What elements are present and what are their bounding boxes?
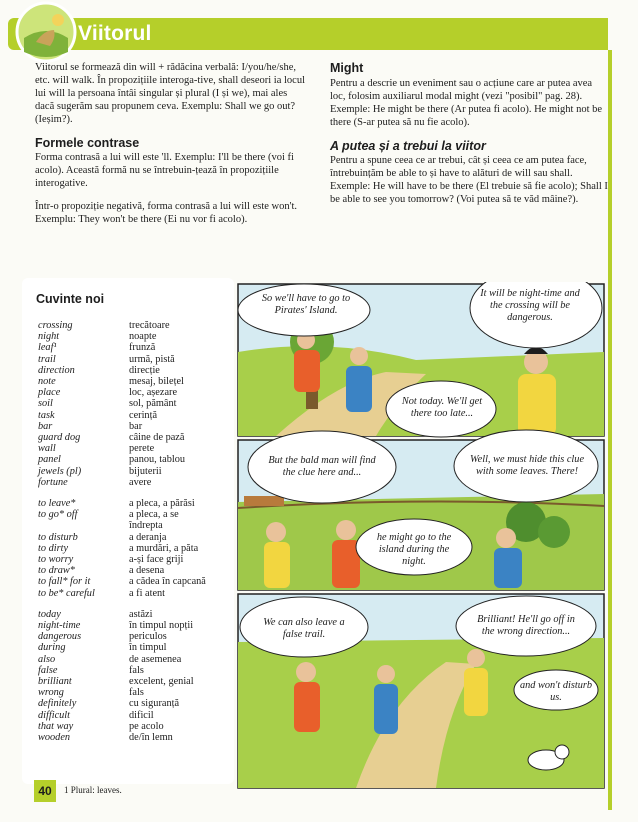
vocab-row — [38, 576, 206, 587]
vocab-row — [38, 665, 144, 676]
chapter-logo-icon — [14, 0, 78, 64]
speech-bubble-2: It will be night-time and the crossing will be dangerous. — [480, 288, 580, 323]
vocab-row — [38, 532, 166, 543]
vocab-row — [38, 676, 194, 687]
vocab-row — [38, 342, 155, 353]
vocab-romanian: cu siguranță — [129, 698, 180, 710]
vocab-row — [38, 410, 157, 421]
vocab-row — [38, 631, 167, 642]
vocab-romanian: panou, tablou — [129, 454, 186, 466]
negative-form-paragraph: Într-o propoziție negativă, forma contrasă a lui will este won't. Exemplu: They won't be there (Ei nu vor fi acolo). — [35, 201, 298, 226]
vocab-english: to worry — [38, 554, 74, 565]
vocab-romanian: bar — [129, 420, 143, 432]
vocab-english: to fall* for it — [38, 576, 91, 588]
vocab-english: wall — [38, 443, 56, 455]
vocab-row — [38, 642, 166, 653]
vocab-english: definitely — [38, 698, 77, 710]
vocab-english: brilliant — [38, 676, 72, 687]
vocabulary-title: Cuvinte noi — [36, 292, 105, 306]
vocab-romanian: mesaj, bilețel — [129, 376, 184, 387]
vocab-romanian: a fi atent — [129, 587, 166, 599]
vocab-english: to leave* — [38, 498, 76, 509]
speech-bubble-1: So we'll have to go to Pirates' Island. — [261, 293, 351, 316]
vocab-english: night — [38, 331, 60, 343]
vocab-romanian: a desena — [129, 565, 165, 577]
speech-bubble-3: Not today. We'll get there too late... — [401, 396, 483, 419]
vocab-row — [38, 466, 162, 477]
vocab-row — [38, 543, 198, 554]
vocab-row — [38, 376, 184, 387]
vocab-english: during — [38, 642, 66, 654]
vocab-romanian: astăzi — [129, 608, 153, 620]
vocab-romanian: noapte — [129, 331, 157, 343]
vocab-english: to disturb — [38, 531, 78, 543]
vocab-row — [38, 509, 179, 520]
speech-bubble-8: Brilliant! He'll go off in the wrong direction... — [477, 614, 575, 637]
vocab-romanian: bijuterii — [129, 465, 162, 477]
vocab-english: task — [38, 409, 55, 421]
might-paragraph: Pentru a descrie un eveniment sau o acțiune care ar putea avea loc, folosim auxiliarul modal might (vezi "posibil" pag. 28). Exemple: He might be there (Ar putea fi acolo). He might not be there (S-ar putea să nu fie acolo). — [330, 77, 603, 128]
vocab-row — [38, 565, 164, 576]
vocab-english: fortune — [38, 476, 68, 488]
vocab-romanian: în timpul nopții — [129, 620, 194, 631]
vocab-row — [38, 721, 164, 732]
vocab-row — [38, 477, 151, 488]
might-heading: Might — [330, 61, 364, 75]
vocab-row — [38, 520, 163, 531]
vocab-english: crossing — [38, 320, 73, 331]
vocab-romanian: frunză — [129, 342, 156, 354]
vocab-english: to dirty — [38, 542, 69, 554]
vocab-english: that way — [38, 720, 74, 732]
vocab-romanian: fals — [129, 687, 144, 699]
vocab-romanian: periculos — [129, 631, 167, 643]
vocab-romanian: pe acolo — [129, 720, 164, 732]
vocab-row — [38, 454, 185, 465]
vocab-romanian: fals — [129, 664, 144, 676]
vocab-row — [38, 398, 176, 409]
vocab-english: jewels (pl) — [38, 465, 82, 477]
vocab-row — [38, 331, 156, 342]
vocab-row — [38, 609, 152, 620]
vocab-english: false — [38, 664, 58, 676]
vocab-english: bar — [38, 420, 53, 432]
vocab-english: trail — [38, 353, 56, 365]
contracted-forms-heading: Formele contrase — [35, 135, 140, 150]
vocab-english: direction — [38, 364, 75, 376]
future-modals-heading: A putea și a trebui la viitor — [330, 138, 486, 153]
vocab-row — [38, 365, 160, 376]
vocab-row — [38, 498, 195, 509]
vocab-row — [38, 320, 170, 331]
vocab-romanian: a-și face griji — [129, 554, 184, 565]
vocab-row — [38, 732, 173, 743]
vocab-row — [38, 687, 144, 698]
vocab-english: place — [38, 387, 61, 399]
vocab-english: today — [38, 608, 61, 620]
vocab-english: soil — [38, 398, 53, 410]
vocab-romanian: a pleca, a părăsi — [129, 498, 195, 509]
vocab-romanian: direcție — [129, 364, 160, 376]
speech-bubble-4: But the bald man will find the clue here and... — [268, 455, 376, 478]
vocab-row — [38, 588, 165, 599]
vocab-english: note — [38, 376, 56, 387]
vocab-row — [38, 710, 154, 721]
vocab-romanian: avere — [129, 476, 152, 488]
vocab-romanian: a cădea în capcană — [129, 576, 206, 588]
speech-bubble-6: he might go to the island during the night. — [376, 532, 452, 567]
vocab-romanian: excelent, genial — [129, 676, 194, 687]
vocab-row — [38, 620, 193, 631]
vocab-english: dangerous — [38, 631, 82, 643]
vocab-romanian: îndrepta — [129, 520, 163, 532]
intro-paragraph: Viitorul se formează din will + rădăcina verbală: I/you/he/she, etc. will walk. În propozițiile interoga-tive, shall deseori ia locul lui will la persoana întâi singular și plural (I și we), mai ales dacă sugerăm sau propunem ceva. Exemplu: Shall we go out? (Ieșim?). — [35, 62, 306, 125]
vocab-english: wooden — [38, 732, 71, 743]
vocab-romanian: perete — [129, 443, 155, 455]
vocab-english: night-time — [38, 620, 81, 631]
speech-bubble-5: Well, we must hide this clue with some leaves. There! — [470, 454, 585, 477]
footnote: 1 Plural: leaves. — [64, 785, 122, 795]
contracted-forms-paragraph: Forma contrasă a lui will este 'll. Exemplu: I'll be there (voi fi acolo). Această formă nu se întrebuin-țează în propozițiile interogative. — [35, 152, 294, 190]
vocab-romanian: loc, așezare — [129, 387, 178, 399]
vocab-romanian: în timpul — [129, 642, 167, 654]
vocab-romanian: urmă, pistă — [129, 353, 175, 365]
vocabulary-box — [22, 278, 234, 784]
might-column — [330, 62, 610, 217]
vocab-row — [38, 698, 179, 709]
vocab-english: wrong — [38, 687, 64, 699]
vocab-english: to be* careful — [38, 587, 95, 599]
vocab-romanian: câine de pază — [129, 432, 185, 443]
vocab-romanian: trecătoare — [129, 320, 170, 331]
vocab-english: difficult — [38, 709, 71, 721]
vocab-english: panel — [38, 454, 61, 466]
vocab-romanian: sol, pământ — [129, 398, 177, 410]
vocab-row — [38, 387, 177, 398]
speech-bubble-7: We can also leave a false trail. — [263, 617, 345, 640]
vocab-english: also — [38, 653, 56, 665]
vocab-row — [38, 554, 183, 565]
vocab-romanian: de/în lemn — [129, 732, 173, 743]
vocab-english: to go* off — [38, 509, 78, 521]
page-number: 40 — [34, 780, 56, 802]
vocab-romanian: de asemenea — [129, 653, 182, 665]
speech-bubble-9: and won't disturb us. — [520, 680, 593, 703]
vocab-english: to draw* — [38, 565, 75, 577]
vocab-row — [38, 432, 184, 443]
chapter-title: Viitorul — [78, 22, 152, 45]
vocab-romanian: cerință — [129, 409, 158, 421]
future-modals-paragraph: Pentru a spune ceea ce ar trebui, cât și ceea ce am putea face, întrebuințăm be able to și have to alături de will sau shall. Exemple: He will have to be there (El trebuie să fie acolo); Shall I be able to see you tomorrow? (Voi putea să te văd mâine?). — [330, 155, 608, 206]
vocab-english: leaf¹ — [38, 342, 57, 354]
vocab-romanian: a deranja — [129, 531, 167, 543]
vocab-row — [38, 421, 142, 432]
intro-column — [35, 62, 307, 237]
vocab-row — [38, 654, 181, 665]
vocab-english: guard dog — [38, 432, 81, 443]
vocab-romanian: a pleca, a se — [129, 509, 179, 521]
vocab-row — [38, 443, 154, 454]
vocab-romanian: a murdări, a păta — [129, 542, 199, 554]
vocab-romanian: dificil — [129, 709, 154, 721]
vocab-row — [38, 354, 175, 365]
